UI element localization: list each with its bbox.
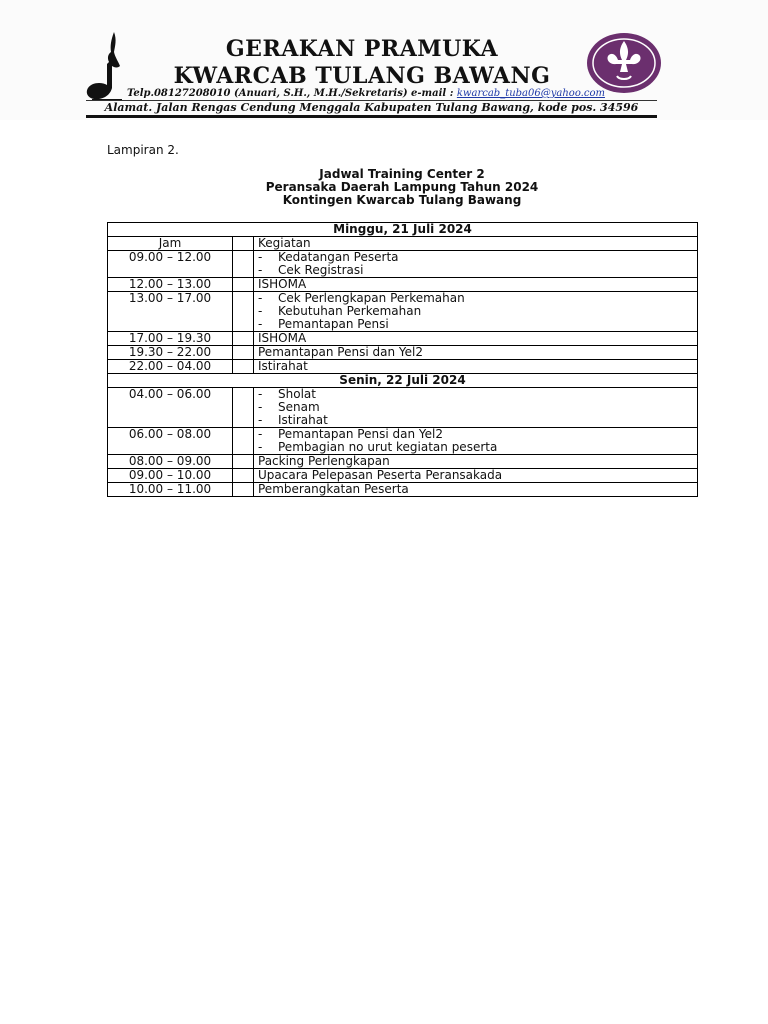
activity-cell: Pemberangkatan Peserta <box>254 483 698 497</box>
org-name-line1: GERAKAN PRAMUKA <box>225 36 499 62</box>
gap-cell <box>233 455 254 469</box>
activity-cell <box>254 292 698 332</box>
gap-cell <box>233 388 254 428</box>
table-row <box>108 292 698 332</box>
column-header-time: Jam <box>108 237 233 251</box>
table-row <box>108 483 698 497</box>
time-cell: 17.00 – 19.30 <box>108 332 233 346</box>
activity-list-item <box>258 318 697 331</box>
table-row <box>108 428 698 455</box>
time-cell: 09.00 – 10.00 <box>108 469 233 483</box>
time-cell: 13.00 – 17.00 <box>108 292 233 332</box>
time-cell: 19.30 – 22.00 <box>108 346 233 360</box>
gap-cell <box>233 292 254 332</box>
time-cell: 10.00 – 11.00 <box>108 483 233 497</box>
activity-cell <box>254 251 698 278</box>
activity-list-item <box>258 264 697 277</box>
day-header-row <box>108 374 698 388</box>
list-dash: - <box>258 250 263 264</box>
list-dash: - <box>258 304 263 318</box>
contact-info <box>116 88 616 99</box>
gap-cell <box>233 237 254 251</box>
activity-cell: ISHOMA <box>254 278 698 292</box>
time-cell: 12.00 – 13.00 <box>108 278 233 292</box>
schedule-table <box>107 222 698 497</box>
attachment-label: Lampiran 2. <box>107 143 179 157</box>
time-cell: 22.00 – 04.00 <box>108 360 233 374</box>
table-row <box>108 346 698 360</box>
activity-text: Pemantapan Pensi <box>278 317 389 331</box>
activity-text: Senam <box>278 400 320 414</box>
activity-cell <box>254 388 698 428</box>
org-name-line2: KWARCAB TULANG BAWANG <box>173 63 551 89</box>
activity-text: Cek Perlengkapan Perkemahan <box>278 291 465 305</box>
activity-cell: Packing Perlengkapan <box>254 455 698 469</box>
time-cell: 09.00 – 12.00 <box>108 251 233 278</box>
list-dash: - <box>258 440 263 454</box>
title-line2: Peransaka Daerah Lampung Tahun 2024 <box>265 180 539 194</box>
gap-cell <box>233 428 254 455</box>
gap-cell <box>233 251 254 278</box>
gap-cell <box>233 360 254 374</box>
contact-text: Telp.08127208010 (Anuari, S.H., M.H./Sekretaris) e-mail : <box>127 88 457 99</box>
time-cell: 06.00 – 08.00 <box>108 428 233 455</box>
list-dash: - <box>258 263 263 277</box>
day-header: Minggu, 21 Juli 2024 <box>108 223 698 237</box>
list-dash: - <box>258 387 263 401</box>
time-cell: 08.00 – 09.00 <box>108 455 233 469</box>
list-dash: - <box>258 317 263 331</box>
column-header-activity: Kegiatan <box>254 237 698 251</box>
gap-cell <box>233 278 254 292</box>
table-row <box>108 455 698 469</box>
activity-text: Kebutuhan Perkemahan <box>278 304 422 318</box>
gap-cell <box>233 483 254 497</box>
list-dash: - <box>258 427 263 441</box>
activity-cell: Upacara Pelepasan Peserta Peransakada <box>254 469 698 483</box>
gap-cell <box>233 332 254 346</box>
activity-text: Sholat <box>278 387 316 401</box>
list-dash: - <box>258 400 263 414</box>
activity-cell: Istirahat <box>254 360 698 374</box>
day-header: Senin, 22 Juli 2024 <box>108 374 698 388</box>
list-dash: - <box>258 413 263 427</box>
activity-cell <box>254 428 698 455</box>
title-line1: Jadwal Training Center 2 <box>319 167 485 181</box>
table-row <box>108 360 698 374</box>
activity-cell: Pemantapan Pensi dan Yel2 <box>254 346 698 360</box>
activity-list-item <box>258 388 697 401</box>
activity-list-item <box>258 414 697 427</box>
gap-cell <box>233 469 254 483</box>
table-row <box>108 251 698 278</box>
activity-text: Kedatangan Peserta <box>278 250 399 264</box>
table-row <box>108 332 698 346</box>
activity-text: Cek Registrasi <box>278 263 364 277</box>
list-dash: - <box>258 291 263 305</box>
table-row <box>108 469 698 483</box>
table-row <box>108 388 698 428</box>
day-header-row <box>108 223 698 237</box>
title-line3: Kontingen Kwarcab Tulang Bawang <box>282 193 522 207</box>
address-line: Alamat. Jalan Rengas Cendung Menggala Kabupaten Tulang Bawang, kode pos. 34596 <box>104 101 639 114</box>
email-link[interactable]: kwarcab_tuba06@yahoo.com <box>456 88 605 99</box>
table-row <box>108 278 698 292</box>
activity-text: Pemantapan Pensi dan Yel2 <box>278 427 443 441</box>
schedule-title <box>107 168 697 207</box>
time-cell: 04.00 – 06.00 <box>108 388 233 428</box>
activity-list-item <box>258 441 697 454</box>
gap-cell <box>233 346 254 360</box>
header-divider-thick <box>86 115 657 118</box>
activity-text: Pembagian no urut kegiatan peserta <box>278 440 498 454</box>
activity-cell: ISHOMA <box>254 332 698 346</box>
column-header-row <box>108 237 698 251</box>
activity-text: Istirahat <box>278 413 328 427</box>
